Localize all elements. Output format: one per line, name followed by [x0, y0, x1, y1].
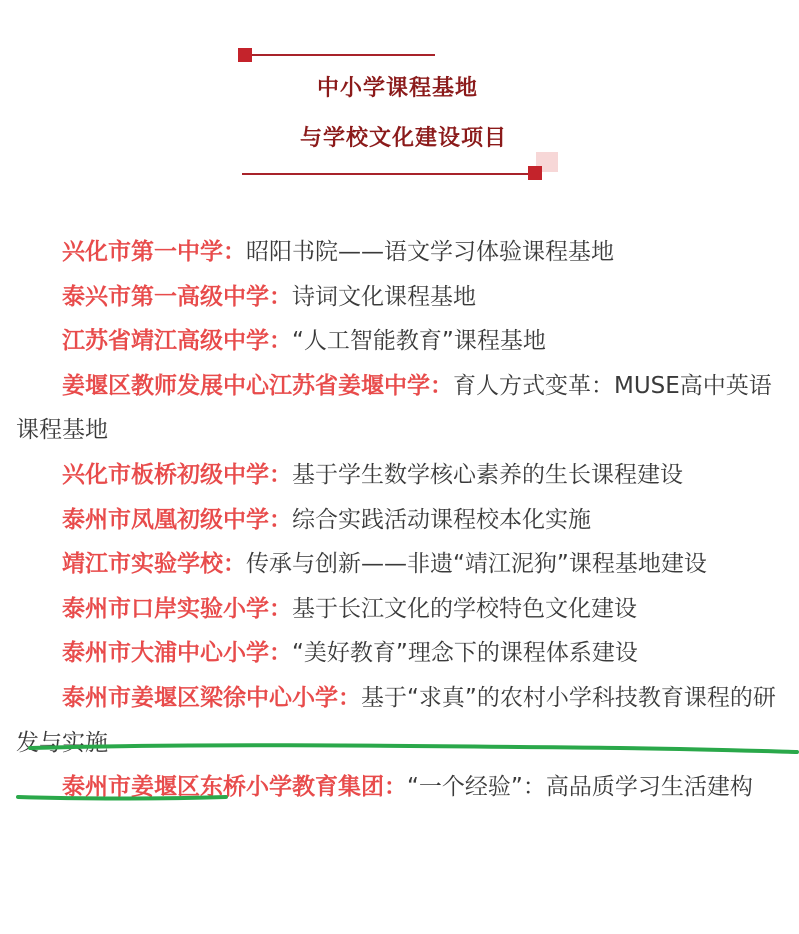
list-item	[16, 453, 790, 498]
list-item	[16, 275, 790, 320]
project-title: 基于学生数学核心素养的生长课程建设	[292, 461, 683, 488]
project-title: “一个经验”：高品质学习生活建构	[407, 774, 753, 801]
list-item	[16, 364, 790, 453]
school-name: 姜堰区教师发展中心江苏省姜堰中学：	[62, 372, 453, 399]
project-title: 诗词文化课程基地	[292, 283, 476, 310]
bottom-divider-line	[242, 173, 542, 175]
project-title: 育人方式变革：MUSE高中英语课程基地	[16, 372, 772, 444]
top-accent-square	[238, 48, 252, 62]
school-name: 泰州市姜堰区梁徐中心小学：	[62, 684, 361, 711]
page-title-line-1: 中小学课程基地	[316, 76, 478, 101]
school-name: 靖江市实验学校：	[62, 551, 246, 578]
project-title: 基于长江文化的学校特色文化建设	[292, 595, 637, 622]
list-item-highlighted	[16, 676, 790, 765]
list-item	[16, 230, 790, 275]
school-name: 泰州市口岸实验小学：	[62, 595, 292, 622]
bottom-accent-square	[528, 166, 542, 180]
list-item	[16, 498, 790, 543]
school-name: 泰州市凤凰初级中学：	[62, 506, 292, 533]
project-title: “人工智能教育”课程基地	[292, 328, 546, 355]
top-divider-line	[240, 54, 435, 56]
list-item	[16, 319, 790, 364]
list-item	[16, 587, 790, 632]
list-item	[16, 542, 790, 587]
school-name: 兴化市板桥初级中学：	[62, 461, 292, 488]
school-name: 兴化市第一中学：	[62, 239, 246, 265]
school-name: 泰州市姜堰区东桥小学教育集团：	[62, 774, 407, 801]
header-decoration	[0, 0, 799, 190]
page-title-line-2: 与学校文化建设项目	[299, 126, 507, 151]
school-name: 泰州市大浦中心小学：	[62, 640, 292, 667]
list-item	[16, 631, 790, 676]
school-name: 江苏省靖江高级中学：	[62, 328, 292, 355]
school-name: 泰兴市第一高级中学：	[62, 283, 292, 310]
project-title: 传承与创新——非遗“靖江泥狗”课程基地建设	[246, 551, 707, 578]
project-title: 昭阳书院——语文学习体验课程基地	[246, 239, 614, 265]
project-list	[16, 230, 790, 810]
project-title: “美好教育”理念下的课程体系建设	[292, 640, 638, 667]
project-title: 基于“求真”的农村小学科技教育课程的研发与实施	[16, 684, 776, 756]
project-title: 综合实践活动课程校本化实施	[292, 506, 591, 533]
list-item	[16, 765, 790, 810]
